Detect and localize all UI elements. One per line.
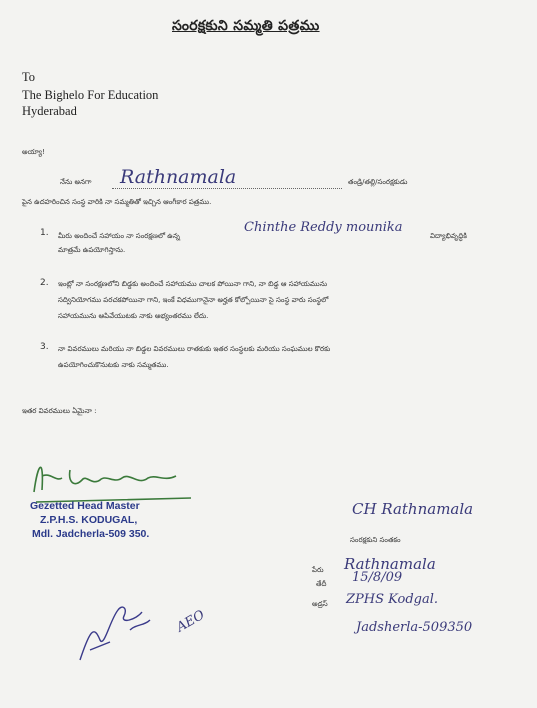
stamp-mandal: Mdl. Jadcherla-509 350. — [32, 528, 150, 540]
other-details-label: ఇతర వివరములు ఏమైనా : — [22, 407, 97, 415]
name-fill-line — [112, 188, 342, 189]
guardian-signature-label: సంరక్షకుని సంతకం — [350, 536, 401, 544]
recipient-organization: The Bighelo For Education — [22, 88, 159, 102]
item-1-line1-prefix: మీరు అందించే సహాయం నా సంరక్షణలో ఉన్న — [58, 232, 180, 240]
item-3-line1: నా వివరములు మరియు నా బిడ్డల వివరములు రాతకుకు ఇతర సంస్థలకు మరియు సంఘముల కొరకు — [58, 345, 331, 353]
date-value: 15/8/09 — [352, 570, 403, 585]
address-label: అడ్రస్ — [312, 600, 328, 608]
item-1-number: 1. — [40, 228, 49, 238]
to-label: To — [22, 70, 36, 84]
item-3-number: 3. — [40, 342, 49, 352]
salutation: అయ్యా! — [22, 148, 45, 156]
guardian-signature: CH Rathnamala — [352, 500, 474, 518]
aeo-signature-text: AEO — [174, 607, 208, 636]
intro-prefix: నేను అనగా — [60, 178, 92, 186]
guardian-name-handwritten: Rathnamala — [120, 166, 237, 188]
address-line-1: ZPHS Kodgal. — [346, 592, 439, 607]
item-2-line2: సద్వినియోగము పరచకపోయినా గాని, ఇంకే విధముగానైనా అర్హత కోల్పోయినా సై సంస్థ వారు సంస్థలో — [58, 296, 329, 304]
item-1-line1-suffix: విద్యాభివృద్ధికి — [430, 232, 467, 240]
aeo-signature-icon — [70, 590, 170, 670]
recipient-city: Hyderabad — [22, 104, 77, 118]
stamp-school: Z.P.H.S. KODUGAL, — [40, 514, 138, 526]
item-2-line3: సహాయమును ఆపివేయుటకు నాకు అభ్యంతరము లేదు. — [58, 312, 209, 320]
intro-line2: పైన ఉదహరించిన సంస్థ వారికి నా సమ్మతితో ఇచ్చిన ఆంగీకార పత్రము. — [22, 198, 212, 206]
student-name-handwritten: Chinthe Reddy mounika — [244, 220, 403, 235]
date-label: తేదీ — [316, 580, 327, 588]
intro-suffix: తండ్రి/తల్లి/సంరక్షకుడు — [348, 178, 408, 186]
item-3-line2: ఉపయోగించుకొనుటకు నాకు సమ్మతము. — [58, 361, 169, 369]
item-2-number: 2. — [40, 278, 49, 288]
address-line-2: Jadsherla-509350 — [356, 620, 473, 635]
stamp-title: Gezetted Head Master — [30, 500, 140, 512]
item-2-line1: ఇంట్లో నా సంరక్షణలోని బిడ్డకు అందించే సహాయము చాలక పోయినా గాని, నా బిడ్డ ఆ సహాయమును — [58, 280, 328, 288]
item-1-line2: మాత్రమే ఉపయోగిస్తాను. — [58, 246, 126, 254]
guardian-name-value: Rathnamala — [344, 555, 436, 573]
name-label: పేరు — [312, 566, 324, 574]
letter-title: సంరక్షకుని సమ్మతి పత్రము — [172, 18, 320, 34]
